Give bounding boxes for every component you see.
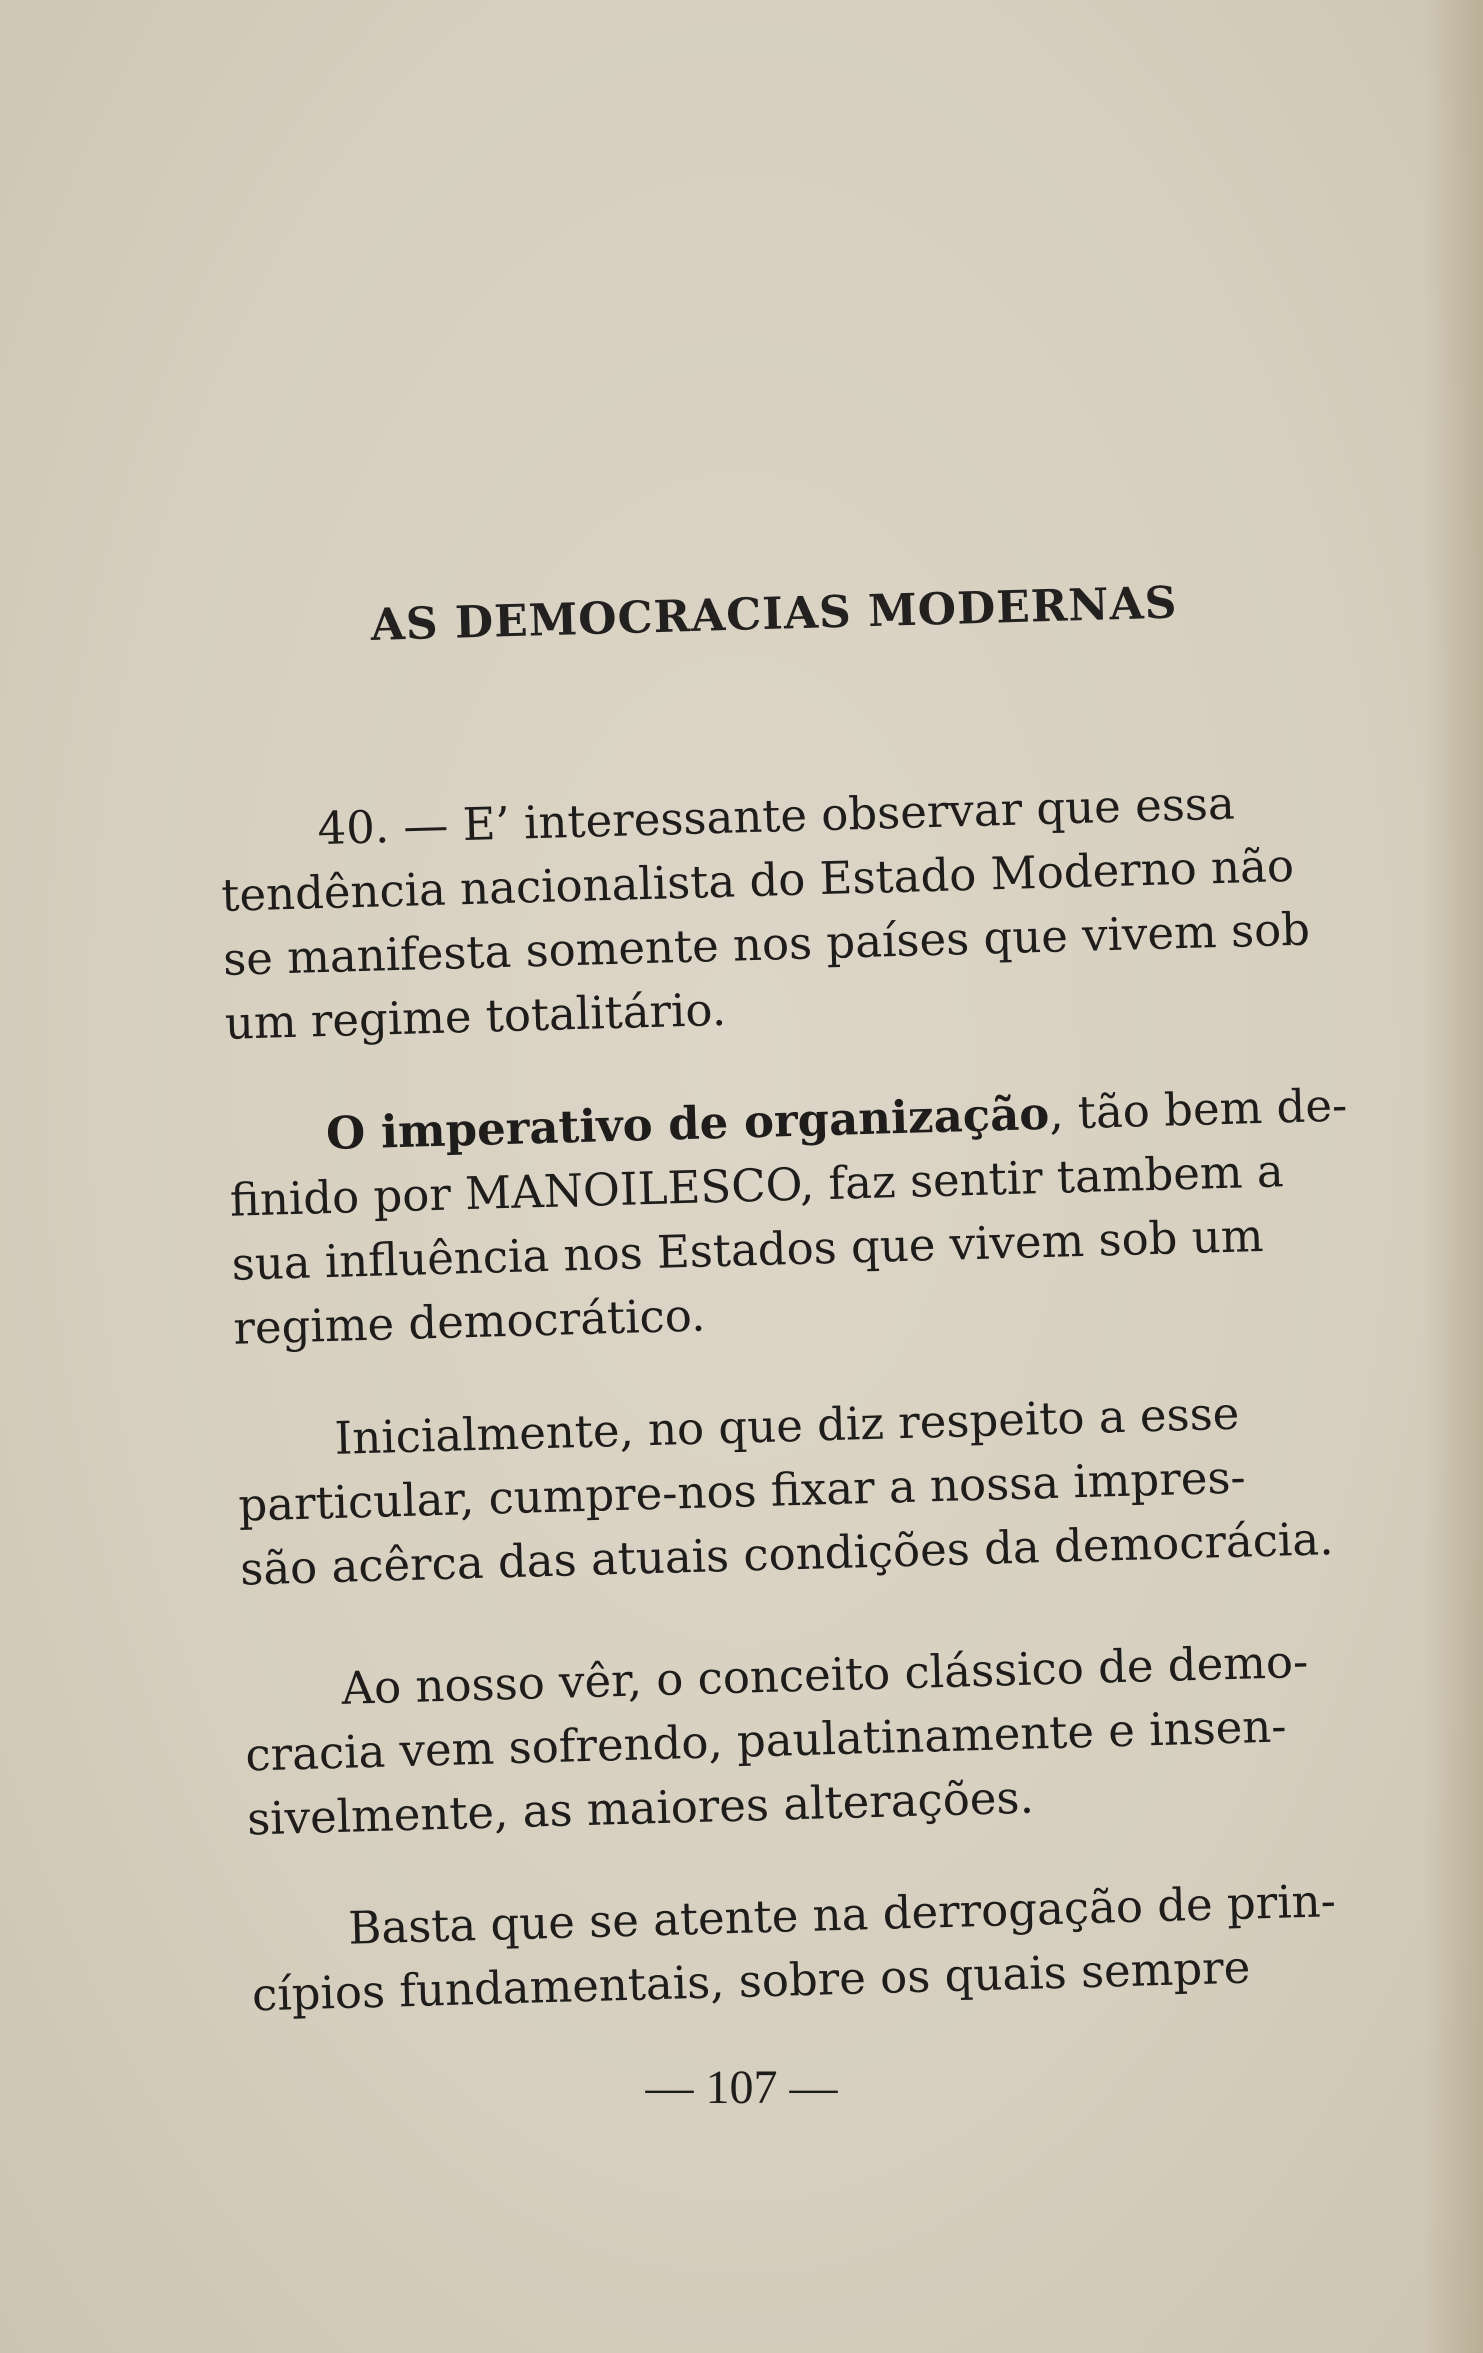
paragraph-line: finido por MANOILESCO, faz sentir tambem a <box>229 1144 1285 1227</box>
emphasized-phrase: O imperativo de organização <box>325 1086 1050 1161</box>
paragraph-5 <box>249 1869 1337 2027</box>
paragraph-3 <box>236 1380 1335 1602</box>
paragraph-line: 40. — E’ interessante observar que essa <box>316 776 1236 856</box>
paragraph-line: regime democrático. <box>232 1288 706 1355</box>
paragraph-4 <box>243 1629 1328 1851</box>
paragraph-line: um regime totalitário. <box>224 982 727 1050</box>
paragraph-1 <box>219 770 1311 1056</box>
paragraph-line: cípios fundamentais, sobre os quais sempre <box>251 1940 1251 2022</box>
paragraph-line: Ao nosso vêr, o conceito clássico de demo- <box>340 1634 1309 1715</box>
page-number: — 107 — <box>645 2061 838 2114</box>
page-edge-shadow <box>1423 0 1483 2353</box>
paragraph-line: particular, cumpre-nos fixar a nossa impres- <box>237 1450 1247 1532</box>
paragraph-line: tendência nacionalista do Estado Moderno não <box>220 838 1295 922</box>
paragraph-line: sivelmente, as maiores alterações. <box>246 1770 1035 1846</box>
paragraph-line: se manifesta somente nos países que vivem sob <box>222 902 1311 986</box>
paragraph-line: Inicialmente, no que diz respeito a esse <box>333 1386 1240 1465</box>
chapter-heading: AS DEMOCRACIAS MODERNAS <box>370 577 1179 651</box>
paragraph-line-rest: , tão bem de- <box>1048 1078 1348 1140</box>
paragraph-line: cracia vem sofrendo, paulatinamente e insen- <box>244 1699 1288 1782</box>
paragraph-line: sua influência nos Estados que vivem sob um <box>230 1208 1265 1291</box>
paragraph-line: são acêrca das atuais condições da democrácia. <box>239 1512 1335 1596</box>
paragraph-2 <box>227 1075 1348 1361</box>
paragraph-line: Basta que se atente na derrogação de prin- <box>347 1874 1337 1955</box>
